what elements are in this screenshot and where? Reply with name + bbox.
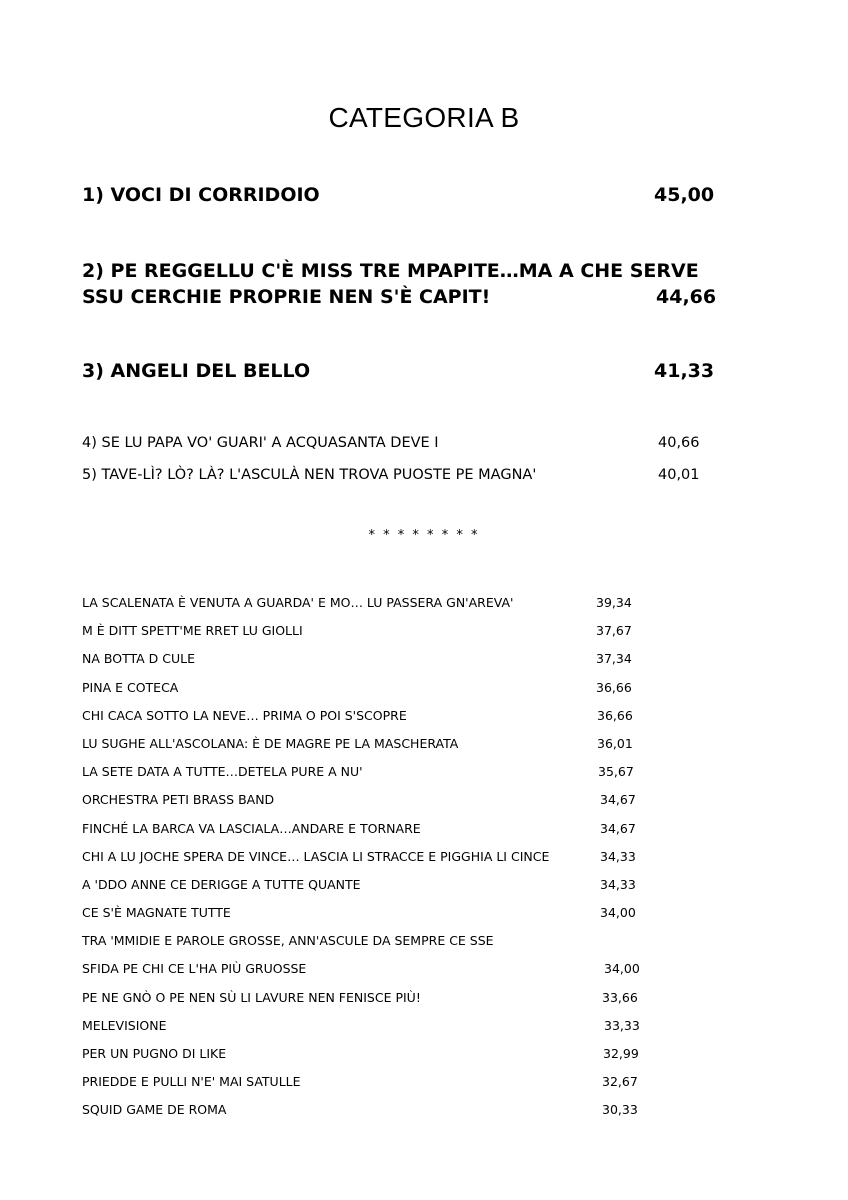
list-item	[82, 702, 722, 730]
entry-score: 32,67	[602, 1074, 638, 1090]
podium-entry-2	[82, 258, 717, 310]
entry-score: 34,00	[604, 961, 640, 977]
entry-name: M È DITT SPETT'ME RRET LU GIOLLI	[82, 623, 303, 639]
page-title: CATEGORIA B	[328, 102, 520, 133]
list-item	[82, 674, 722, 702]
entry-score: 34,67	[600, 820, 636, 836]
separator: * * * * * * * *	[368, 528, 480, 543]
podium-entry-1	[82, 182, 715, 208]
entry-name: PE NE GNÒ O PE NEN SÙ LI LAVURE NEN FENISCE PIÙ!	[82, 989, 421, 1005]
entry-name-line-1: 2) PE REGGELLU C'È MISS TRE MPAPITE…MA A CHE SERVE	[82, 260, 699, 282]
entry-name: NA BOTTA D CULE	[82, 651, 196, 667]
entry-score: 41,33	[654, 360, 715, 382]
entry-name: 4) SE LU PAPA VO' GUARI' A ACQUASANTA DEVE I	[82, 435, 439, 451]
list-item	[82, 815, 722, 843]
entry-name: SFIDA PE CHI CE L'HA PIÙ GRUOSSE	[82, 961, 307, 977]
entry-name: A 'DDO ANNE CE DERIGGE A TUTTE QUANTE	[82, 876, 361, 892]
list-item	[82, 899, 722, 927]
entry-name: PER UN PUGNO DI LIKE	[82, 1046, 227, 1061]
list-item	[82, 786, 722, 814]
entry-score: 33,33	[604, 1017, 640, 1033]
entry-name: LA SCALENATA È VENUTA A GUARDA' E MO… LU PASSERA GN'AREVA'	[82, 595, 514, 610]
entry-score: 33,66	[602, 989, 638, 1005]
entry-score: 36,66	[596, 679, 632, 695]
entry-score: 34,33	[600, 876, 636, 892]
list-item	[82, 1096, 722, 1124]
entry-score: 36,66	[597, 707, 633, 723]
entry-name: PRIEDDE E PULLI N'E' MAI SATULLE	[82, 1074, 301, 1090]
entry-name: PINA E COTECA	[82, 679, 179, 695]
entry-name-line-2: SSU CERCHIE PROPRIE NEN S'È CAPIT!	[82, 286, 491, 308]
entry-name: SQUID GAME DE ROMA	[82, 1102, 227, 1118]
runner-up-entry-5	[82, 465, 700, 485]
entry-name: MELEVISIONE	[82, 1017, 167, 1033]
entry-score: 32,99	[603, 1046, 639, 1061]
entry-score: 40,66	[658, 435, 700, 451]
list-item	[82, 1068, 722, 1096]
entry-name: CHI A LU JOCHE SPERA DE VINCE… LASCIA LI STRACCE E PIGGHIA LI CINCE	[82, 848, 550, 864]
list-item	[82, 843, 722, 871]
list-item	[82, 645, 722, 673]
entry-name: CE S'È MAGNATE TUTTE	[82, 905, 231, 921]
podium-entry-3	[82, 358, 715, 384]
entry-name: 3) ANGELI DEL BELLO	[82, 360, 311, 382]
list-item	[82, 1040, 722, 1068]
list-item	[82, 730, 722, 758]
entry-name: ORCHESTRA PETI BRASS BAND	[82, 792, 275, 808]
list-item	[82, 984, 722, 1012]
entry-score: 44,66	[656, 286, 717, 308]
list-item	[82, 927, 722, 955]
list-item	[82, 1012, 722, 1040]
list-item	[82, 871, 722, 899]
list-item	[82, 617, 722, 645]
entry-name: TRA 'MMIDIE E PAROLE GROSSE, ANN'ASCULE DA SEMPRE CE SSE	[82, 933, 494, 949]
entry-name: CHI CACA SOTTO LA NEVE… PRIMA O POI S'SCOPRE	[82, 707, 407, 723]
entry-score: 35,67	[598, 764, 634, 780]
entry-score: 34,67	[600, 792, 636, 808]
entry-score: 37,67	[596, 623, 632, 639]
entry-name: 1) VOCI DI CORRIDOIO	[82, 184, 320, 206]
entry-score: 40,01	[658, 467, 700, 483]
entry-score: 37,34	[596, 651, 632, 667]
entry-name: LA SETE DATA A TUTTE…DETELA PURE A NU'	[82, 764, 363, 780]
entry-score: 36,01	[597, 735, 633, 751]
entry-name: 5) TAVE-LÌ? LÒ? LÀ? L'ASCULÀ NEN TROVA PUOSTE PE MAGNA'	[82, 467, 537, 483]
entry-score: 30,33	[602, 1102, 638, 1118]
entry-score: 45,00	[654, 184, 715, 206]
entry-score: 39,34	[596, 595, 632, 610]
entry-score: 34,33	[600, 848, 636, 864]
runner-up-entry-4	[82, 433, 700, 453]
list-item	[82, 589, 722, 617]
entry-score: 34,00	[600, 905, 636, 921]
list-item	[82, 955, 722, 983]
other-entries-list	[82, 589, 722, 1125]
entry-name: LU SUGHE ALL'ASCOLANA: È DE MAGRE PE LA MASCHERATA	[82, 735, 459, 751]
entry-name: FINCHÉ LA BARCA VA LASCIALA…ANDARE E TORNARE	[82, 820, 421, 836]
list-item	[82, 758, 722, 786]
